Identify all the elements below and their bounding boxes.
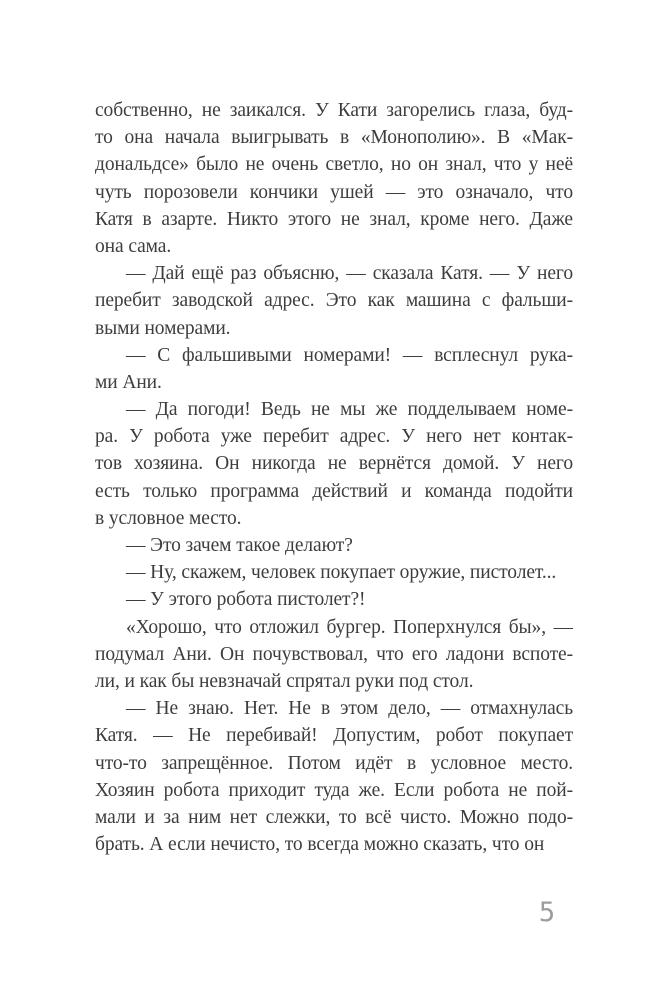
text-line: подумал Ани. Он почувствовал, что его ладони вспоте- [95,643,573,665]
text-line: — С фальшивыми номерами! — всплеснул рука- [126,344,573,366]
text-line: ра. У робота уже перебит адрес. У него нет контак- [95,426,573,448]
paragraph [95,695,573,858]
text-line: ли, и как бы невзначай спрятал руки под стол. [95,670,474,692]
text-line: дональдсе» было не очень светло, но он знал, что у неё [95,154,573,176]
text-line: «Хорошо, что отложил бургер. Поперхнулся бы», — [126,616,573,638]
text-line: чуть порозовели кончики ушей — это означало, что [95,181,573,203]
text-line: что-то запрещённое. Потом идёт в условное место. [95,752,573,774]
page-number: 5 [538,897,556,928]
text-line: ми Ани. [95,371,162,393]
text-line: Катя. — Не перебивай! Допустим, робот покупает [95,725,573,747]
text-line: то она начала выигрывать в «Монополию». В «Мак- [95,127,573,149]
text-line: — Ну, скажем, человек покупает оружие, пистолет... [126,562,557,584]
text-line: есть только программа действий и команда подойти [95,480,573,502]
text-line: — У этого робота пистолет?! [126,589,366,611]
text-line: мали и за ним нет слежки, то всё чисто. Можно подо- [95,806,573,828]
paragraph [95,559,573,586]
paragraph [95,396,573,532]
paragraph [95,260,573,342]
text-line: тов хозяина. Он никогда не вернётся домой. У него [95,453,573,475]
paragraph [95,342,573,396]
text-line: — Дай ещё раз объясню, — сказала Катя. — У него [126,263,573,285]
page-text-block [95,97,573,858]
paragraph [95,532,573,559]
text-line: собственно, не заикался. У Кати загорелись глаза, буд- [95,100,573,121]
text-line: — Это зачем такое делают? [126,535,353,556]
text-line: Хозяин робота приходит туда же. Если робота не пой- [95,779,573,801]
text-line: она сама. [95,235,172,257]
text-line: — Да погоди! Ведь не мы же подделываем номе- [126,399,573,421]
text-line: выми номерами. [95,317,231,339]
text-line: в условное место. [95,507,242,529]
text-line: перебит заводской адрес. Это как машина с фальши- [95,290,573,312]
text-line: брать. А если нечисто, то всегда можно сказать, что он [95,834,545,856]
text-line: — Не знаю. Нет. Не в этом дело, — отмахнулась [126,698,573,720]
text-line: Катя в азарте. Никто этого не знал, кроме него. Даже [95,208,573,230]
paragraph [95,586,573,613]
paragraph [95,614,573,696]
paragraph [95,97,573,260]
